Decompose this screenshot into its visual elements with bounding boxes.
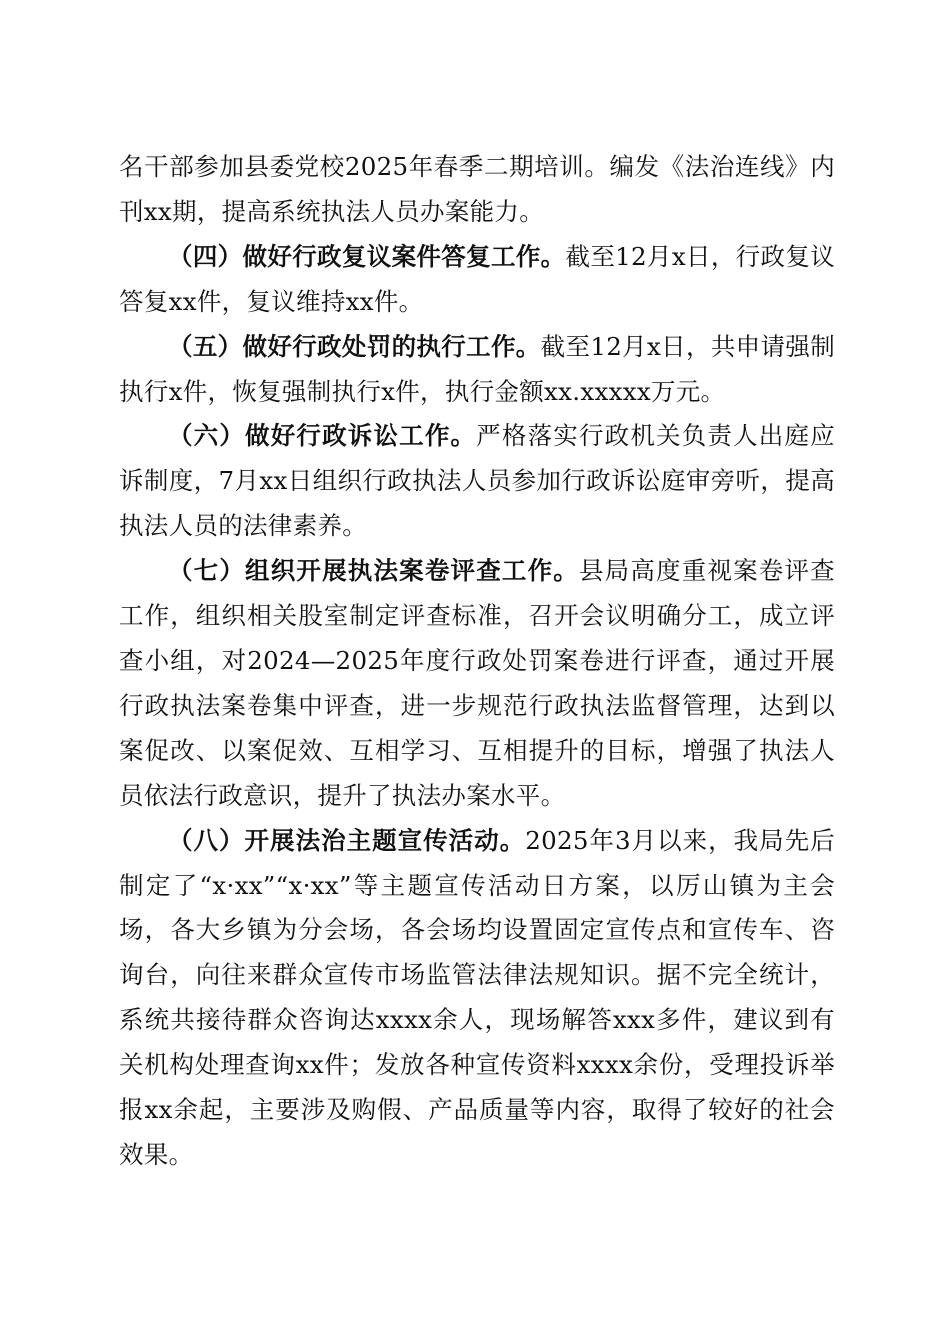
paragraph-body: 严格落实行政机关负责人出庭应诉制度，7月xx日组织行政执法人员参加行政诉讼庭审旁听，提高执法人员的法律素养。: [119, 421, 835, 541]
paragraph-continuation: [119, 145, 835, 235]
section-heading: （四）做好行政复议案件答复工作。: [168, 241, 566, 271]
paragraph-body: 名干部参加县委党校2025年春季二期培训。编发《法治连线》内刊xx期，提高系统执法人员办案能力。: [119, 152, 835, 226]
section-heading: （七）组织开展执法案卷评查工作。: [168, 556, 579, 586]
document-page: [119, 145, 835, 1178]
paragraph-body: 2025年3月以来，我局先后制定了“x·xx”“x·xx”等主题宣传活动日方案，以厉山镇为主会场，各大乡镇为分会场，各会场均设置固定宣传点和宣传车、咨询台，向往来群众宣传市场监管法律法规知识。据不完全统计，系统共接待群众咨询达xxxx余人，现场解答xxx多件，建议到有关机构处理查询xx件；发放各种宣传资料xxxx余份，受理投诉举报xx余起，主要涉及购假、产品质量等内容，取得了较好的社会效果。: [119, 825, 836, 1169]
paragraph-section-5: [119, 325, 835, 415]
paragraph-section-4: [119, 235, 835, 325]
paragraph-section-6: [119, 414, 835, 549]
paragraph-section-8: [119, 819, 835, 1178]
paragraph-body: 县局高度重视案卷评查工作，组织相关股室制定评查标准，召开会议明确分工，成立评查小组，对2024—2025年度行政处罚案卷进行评查，通过开展行政执法案卷集中评查，进一步规范行政执法监督管理，达到以案促改、以案促效、互相学习、互相提升的目标，增强了执法人员依法行政意识，提升了执法办案水平。: [119, 556, 835, 810]
paragraph-body: 截至12月x日，行政复议答复xx件，复议维持xx件。: [119, 241, 835, 316]
section-heading: （八）开展法治主题宣传活动。: [168, 825, 526, 855]
paragraph-body: 截至12月x日，共申请强制执行x件，恢复强制执行x件，执行金额xx.xxxxx万元。: [119, 331, 835, 406]
paragraph-section-7: [119, 549, 835, 818]
section-heading: （五）做好行政处罚的执行工作。: [168, 331, 541, 361]
section-heading: （六）做好行政诉讼工作。: [168, 421, 477, 451]
